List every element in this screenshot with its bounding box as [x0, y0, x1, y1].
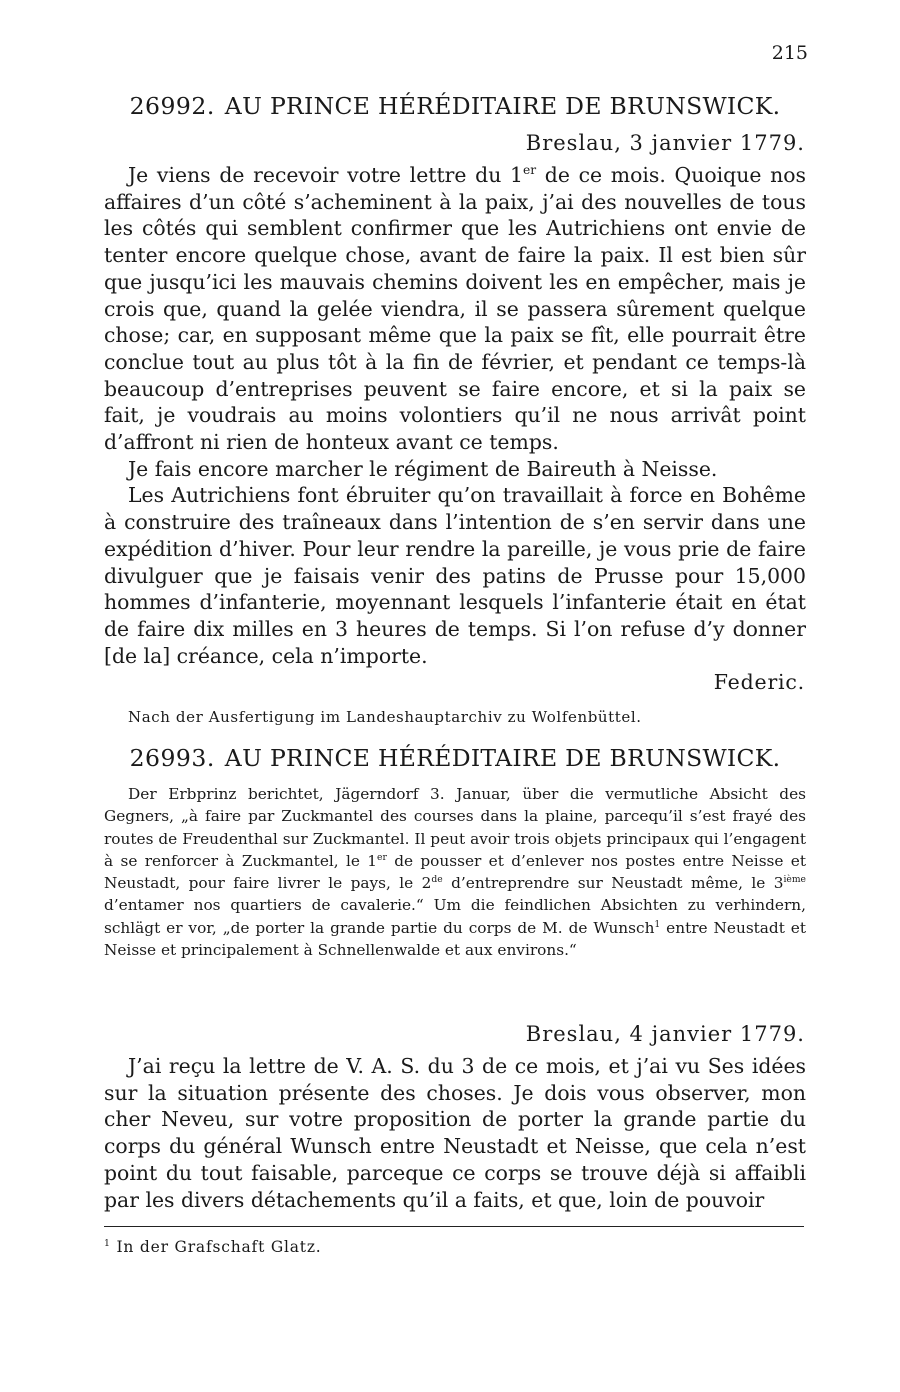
- text-run: d’entreprendre sur Neustadt même, le 3: [442, 874, 784, 893]
- letter-number: 26993.: [129, 744, 215, 772]
- letter-paragraph: Les Autrichiens font ébruiter qu’on travaillait à force en Bohême à construire des traîneaux dans l’intention de s’en servir dans une expédition d’hiver. Pour leur rendre la pareille, je vous prie de faire divulguer que je faisais venir des patins de Prusse pour 15,000 hommes d’infanterie, moyennant lesquels l’infanterie était en état de faire dix milles en 3 heures de temps. Si l’on refuse d’y donner [de la] créance, cela n’importe.: [104, 483, 806, 668]
- text-run: de pousser et d’enlever nos postes entre Neisse et Neustadt, pour faire livrer le pays, le 2: [104, 851, 807, 893]
- text-run: d’entamer nos quartiers de cavalerie.“ Um die feindlichen Absichten zu verhindern, schlägt er vor, „de porter la grande partie du corps de M. de Wunsch: [104, 896, 806, 937]
- letter-number: 26992.: [129, 92, 215, 120]
- letter-body: [104, 1053, 806, 1213]
- superscript: er: [523, 163, 537, 178]
- summary-paragraph: [104, 783, 806, 961]
- superscript: er: [377, 851, 387, 863]
- letter-paragraph: Je fais encore marcher le régiment de Baireuth à Neisse.: [128, 456, 718, 481]
- text-run: Je viens de recevoir votre lettre du 1: [128, 163, 523, 187]
- letter-dateline: Breslau, 3 janvier 1779.: [525, 131, 805, 155]
- page-number: 215: [771, 42, 808, 64]
- footnote-text: In der Grafschaft Glatz.: [110, 1238, 322, 1256]
- footnote-reference: 1: [654, 918, 661, 930]
- footnote-marker: 1: [104, 1237, 111, 1249]
- superscript: ième: [783, 874, 806, 886]
- source-note: Nach der Ausfertigung im Landeshauptarchiv zu Wolfenbüttel.: [128, 708, 642, 726]
- letter-paragraph: J’ai reçu la lettre de V. A. S. du 3 de ce mois, et j’ai vu Ses idées sur la situation présente des choses. Je dois vous observer, mon cher Neveu, sur votre proposition de porter la grande partie du corps du général Wunsch entre Neustadt et Neisse, que cela n’est point du tout faisable, parceque ce corps se trouve déjà si affaibli par les divers détachements qu’il a faits, et que, loin de pouvoir: [104, 1054, 806, 1212]
- signature: Federic.: [713, 670, 805, 694]
- letter-dateline: Breslau, 4 janvier 1779.: [525, 1022, 805, 1046]
- text-run: Der Erbprinz berichtet, Jägerndorf 3. Januar, über die vermutliche Absicht des Gegners, „à faire par Zuckmantel des courses dans la plaine, parcequ’il s’est frayé des routes de Freudenthal sur Zuckmantel. Il peut avoir trois objets principaux qui l’engagent à se renforcer à Zuckmantel, le 1: [104, 785, 806, 870]
- footnote-divider: [104, 1226, 804, 1227]
- superscript: de: [431, 874, 443, 886]
- letter-heading: [105, 92, 805, 120]
- letter-body: [104, 162, 806, 669]
- text-run: entre Neustadt et Neisse et principalement à Schnellenwalde et aux environs.“: [104, 918, 806, 960]
- letter-title: AU PRINCE HÉRÉDITAIRE DE BRUNSWICK.: [224, 744, 781, 772]
- letter-summary: [104, 783, 806, 961]
- text-run: de ce mois. Quoique nos affaires d’un côté s’acheminent à la paix, j’ai des nouvelles de tous les côtés qui semblent confirmer que les Autrichiens ont envie de tenter encore quelque chose, avant de faire la paix. Il est bien sûr que jusqu’ici les mauvais chemins doivent les en empêcher, mais je crois que, quand la gelée viendra, il se passera sûrement quelque chose; car, en supposant même que la paix se fît, elle pourrait être conclue tout au plus tôt à la fin de février, et pendant ce temps-là beaucoup d’entreprises peuvent se faire encore, et si la paix se fait, je voudrais au moins volontiers qu’il ne nous arrivât point d’affront ni rien de honteux avant ce temps.: [104, 163, 806, 455]
- letter-paragraph: [104, 162, 806, 456]
- footnote: [104, 1238, 322, 1256]
- letter-heading: [105, 744, 805, 772]
- letter-title: AU PRINCE HÉRÉDITAIRE DE BRUNSWICK.: [224, 92, 781, 120]
